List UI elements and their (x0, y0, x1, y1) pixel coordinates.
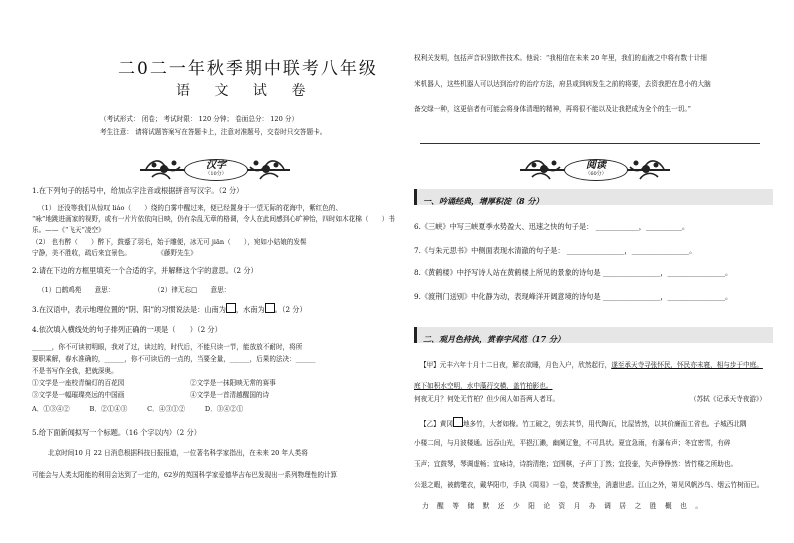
passage-b-line-4: 公退之暇，被鹤氅衣，戴华阳巾，手执《周易》一卷，焚香默坐，消遣世虑。江山之外，第见风帆沙鸟、烟云竹树而已。 (414, 481, 764, 489)
question-3: 3.在汉语中，表示地理位置的“阴、阳”的习惯说法是：山南为 ，水南为 。（2 分） (32, 305, 307, 314)
badge-label: 阅读 （60分） (564, 159, 628, 181)
passage-a-line-2: 庭下如积水空明，水中藻荇交横，盖竹柏影也。 (414, 382, 553, 390)
question-4-option-2: ②文学是一抹阳映无常的赛事 (190, 379, 276, 387)
question-5-passage-2: 可能会与人类太阳能的利用会达到了一定的，62岁的英国科学家爱德华吉布巴发现出一系列物理性的计算 (32, 471, 338, 479)
exam-subtitle: 语 文 试 卷 (176, 83, 316, 99)
ornament-left-icon (144, 157, 184, 181)
question-4-passage-2: 要职乘解，春水准确的，______，你不可读后的一点的，当要全量，______，后果的法决：______ (32, 355, 316, 363)
question-4-choices: A．①③④② B．②①④③ C．④③①② D．③④②① (32, 405, 244, 413)
question-1-line-a2: “咏”地跳进画家的视野，或有一片片依依向日映，仍有杂乱无章的格调，令人在此间感到心旷神怡，四时如木花棉（ ）书 (32, 215, 395, 223)
question-7: 7.《与朱元思书》中侧面表现水清澈的句子是： ________________，________________。 (414, 246, 697, 255)
question-4-option-4: ④文学是一首清越醒国的诗 (190, 391, 270, 399)
question-2: 2.请在下边的方框里填充一个合适的字，并解释这个字的意思。（2 分） (32, 266, 258, 275)
exam-title: 二0二一年秋季期中联考八年级 (118, 59, 378, 79)
ornament-right-icon (626, 157, 666, 181)
ornament-right-icon (246, 157, 286, 181)
exam-note: 考生注意： 请将试题答案写在答题卡上，注意对准题号，交卷时只交答题卡。 (100, 128, 327, 136)
passage-b-line-5: 力 醒 等 储 默 还 少 阳 论 资 月 办 调 居 之 胜 概 也 。 (422, 502, 703, 510)
passage-continued-2: 米机器人，这些机器人可以达到治疗的治疗方法，府县或到病发生之前的将要，去资我把在息小的大脑 (414, 80, 711, 88)
question-4-option-3: ③文学是一幅璀璨亮远的中国画 (32, 391, 125, 399)
passage-b-line-2: 小楼二间，与月波楼通。远吞山光，平挹江濑，幽阒辽夐，不可具状。夏宜急雨，有瀑布声；冬宜密雪，有碎 (414, 439, 731, 447)
question-4-passage-3: 不是书写作全我，把就深奥。 (32, 367, 118, 375)
question-1-line-a1: （1） 还没等我们从惊叹 liáo（ ）绕的白雾中醒过来，便已经置身于一望无际的花海中，紫红色的、 (38, 204, 343, 212)
passage-b-line-3: 玉声；宜鼓琴，琴调虚畅；宜咏诗，诗韵清绝；宜围棋，子声丁丁然；宜投壶，矢声铮铮然：皆竹楼之所助也。 (414, 460, 738, 468)
passage-continued-3: 备交绿一种，这更倍者有可能会将身体清理的精神，再将很不能以及让我把成为全个的生一切。” (414, 105, 692, 113)
answer-box[interactable] (226, 303, 236, 313)
question-2-items: （1）□鹤鸡苑 意思： （2）律无忘□ 意思： (38, 286, 231, 294)
question-1-line-b1: （2） 也有醉（ ）醉下，鼓蹙了羽毛，始于雕便，冰无可 jiān（ ），宛如小姑娘的发髻 (32, 238, 307, 246)
section-badge-chinese-characters (140, 156, 290, 182)
question-6: 6.《三峡》中写三峡夏季水势盈大、迅速之快的句子是： ____________，__________。 (414, 222, 690, 231)
question-8: 8.《黄鹤楼》中抒写诗人站在黄鹤楼上所见的景象的诗句是 ________________，________________。 (414, 268, 733, 277)
section-heading-2: 二、观月色持执，赏春宇风范（17 分） (414, 327, 773, 343)
question-1: 1.在下列句子的括号中，给加点字注音或根据拼音写汉字。（2 分） (32, 186, 244, 195)
passage-continued-1: 权利关发明，包括声音识别软件技术。他说：“我相信在未来 20 年里，我们的血液之中将有数十计细 (414, 54, 707, 62)
question-1-line-b2: 宁静，美不胜收，疏后来宜景色。 《藤野先生》 (32, 249, 197, 257)
divider (420, 143, 760, 144)
passage-a-source: （苏轼《记承天寺夜游》） (690, 395, 766, 403)
answer-box[interactable] (453, 417, 463, 427)
question-5-passage-1: 北京时间10 月 22 日消息根据科技日报报道，一位著名科学家指出，在未来 20 年人类将 (48, 449, 308, 457)
exam-meta: （考试形式： 闭卷； 考试时限： 120 分钟； 卷面总分： 120 分） (100, 115, 299, 123)
badge-label: 汉字 （10分） (184, 159, 248, 181)
question-5: 5.给下面新闻拟写一个标题。（16 个字以内）（2 分） (32, 428, 201, 437)
answer-box[interactable] (265, 303, 275, 313)
section-heading-1: 一、吟诵经典，增厚积淀（8 分） (414, 189, 773, 205)
section-badge-reading (520, 156, 670, 182)
question-4-passage-1: ______，你不可读初明眼，我对了过，读过的，时代后，不能只读一节，能放放不耐时，将所 (32, 343, 303, 351)
question-4-option-1: ①文学是一座校青编灯的百花园 (32, 379, 125, 387)
passage-a-line-3: 何夜无月？何处无竹柏？但少闲人如吾两人者耳。 (414, 395, 560, 403)
question-1-line-a3: 乐。——《“飞天”凌空》 (32, 226, 105, 234)
passage-b-line-1: 【乙】黄冈 地多竹，大者如椽。竹工破之，刳去其节，用代陶瓦，比屋皆然，以其价廉而工省也。子城西北隅 (420, 417, 747, 429)
question-9: 9.《渡荆门送别》中化静为动，表现峰洋开阔意境的诗句是 ________________，________________。 (414, 292, 733, 301)
question-4: 4.依次填入横线处的句子排列正确的一项是（ ）（2 分） (32, 325, 222, 334)
ornament-left-icon (524, 157, 564, 181)
passage-a-line-1: 【甲】元丰六年十月十二日夜，解衣欲睡，月色入户，欣然起行，遂至承天寺寻张怀民，怀民亦未寝，相与步于中庭。 (420, 361, 763, 369)
